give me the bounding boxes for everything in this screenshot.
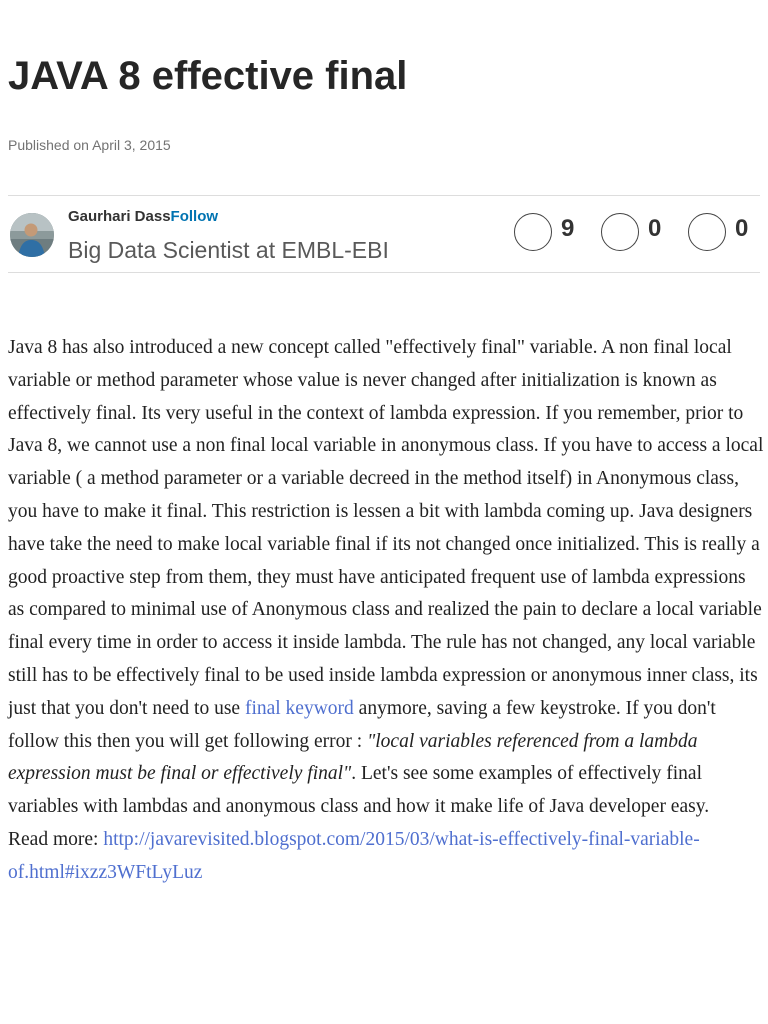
author-avatar[interactable]: [10, 213, 54, 257]
author-name[interactable]: Gaurhari Dass: [68, 208, 171, 225]
comment-icon[interactable]: [601, 213, 639, 251]
article-paragraph: [8, 332, 764, 824]
divider-top: [8, 195, 760, 196]
divider-bottom: [8, 272, 760, 273]
body-text-3: . Let's see some examples of effectively final variables with lambdas and anonymous class and how it make life of Java developer easy.: [8, 763, 710, 818]
author-line: [68, 208, 218, 226]
follow-button[interactable]: Follow: [170, 208, 219, 225]
article-body: [8, 332, 764, 890]
author-headline: Big Data Scientist at EMBL-EBI: [68, 237, 389, 263]
final-keyword-link[interactable]: final keyword: [244, 697, 354, 719]
share-icon[interactable]: [688, 213, 726, 251]
article-title: JAVA 8 effective final: [8, 54, 408, 98]
shares-count: 0: [735, 215, 749, 242]
likes-count: 9: [561, 215, 575, 242]
comments-count: 0: [648, 215, 662, 242]
like-icon[interactable]: [514, 213, 552, 251]
published-date: Published on April 3, 2015: [8, 137, 171, 153]
body-text-2: anymore, saving a few keystroke. If you don't follow this then you will get following error :: [8, 697, 716, 752]
read-more-link[interactable]: http://javarevisited.blogspot.com/2015/03/what-is-effectively-final-variable-of.html#ixzz3WFtLyLuz: [8, 828, 700, 883]
error-quote: "local variables referenced from a lambda expression must be final or effectively final": [8, 730, 698, 785]
avatar-photo: [10, 213, 54, 257]
read-more-label: Read more:: [8, 828, 104, 850]
body-text-1: Java 8 has also introduced a new concept called "effectively final" variable. A non final local variable or method parameter whose value is never changed after initialization is known as effectively final. Its very useful in the context of lambda expression. If you remember, prior to Java 8, we cannot use a non final local variable in anonymous class. If you have to access a local variable ( a method parameter or a variable decreed in the method itself) in Anonymous class, you have to make it final. This restriction is lessen a bit with lambda coming up. Java designers have take the need to make local variable final if its not changed once initialized. This is really a good proactive step from them, they must have anticipated frequent use of lambda expressions as compared to minimal use of Anonymous class and realized the pain to declare a local variable final every time in order to access it inside lambda. The rule has not changed, any local variable still has to be effectively final to be used inside lambda expression or anonymous inner class, its just that you don't need to use: [8, 337, 764, 719]
read-more-line: [8, 824, 764, 890]
